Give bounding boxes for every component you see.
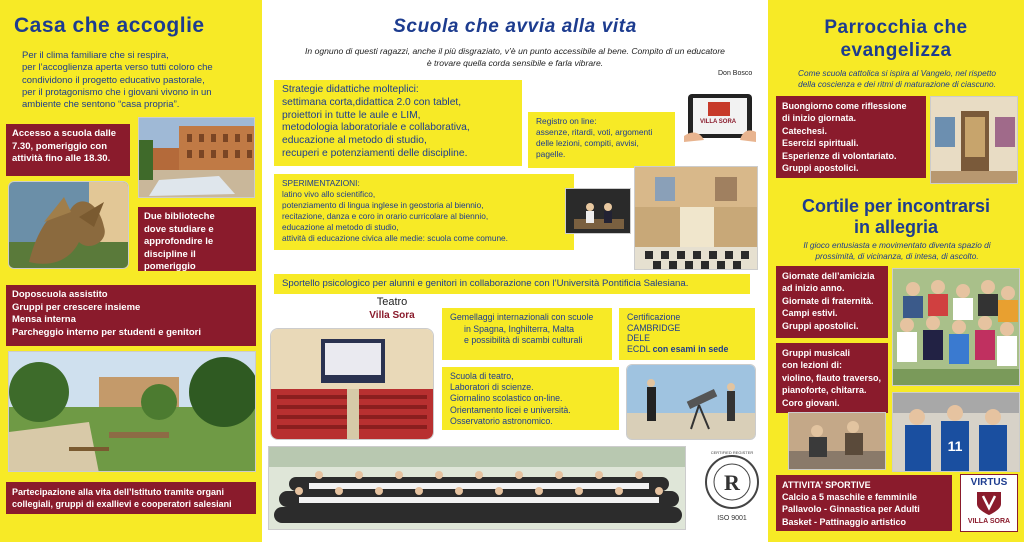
- svg-text:R: R: [724, 470, 740, 495]
- courtyard-intro: Il gioco entusiasta e movimentato diventa spazio di prossimità, di vicinanza, di intesa, di ascolto.: [803, 240, 991, 261]
- right-title: Parrocchia che evangelizza: [824, 17, 968, 61]
- game-photo: [788, 412, 886, 470]
- virtus-logo: [960, 474, 1018, 532]
- virtus-logo-top: VIRTUS: [970, 477, 1008, 488]
- group-photo: [268, 446, 686, 530]
- services-box: Doposcuola assistito Gruppi per crescere insieme Mensa interna Parcheggio interno per studenti e genitori: [6, 285, 256, 346]
- performance-photo: [565, 188, 631, 234]
- good-morning-box: Buongiorno come riflessione di inizio giornata. Catechesi. Esercizi spirituali. Esperienze di volontariato. Gruppi apostolici.: [776, 96, 926, 178]
- volleyball-photo: [892, 392, 1020, 472]
- center-panel: [262, 0, 768, 542]
- telescope-photo: [626, 364, 756, 440]
- left-panel: [0, 0, 262, 542]
- music-box: Gruppi musicali con lezioni di: violino, flauto traverso, pianoforte, chitarra. Coro giovani.: [776, 343, 888, 413]
- frescoed-hall-photo: [634, 166, 758, 270]
- center-title: Scuola che avvia alla vita: [393, 16, 637, 37]
- building-courtyard-photo: [138, 117, 255, 198]
- left-intro: Per il clima familiare che si respira, per l’accoglienza aperta verso tutti coloro che condividono il progetto educativo pastorale, per il protagonismo che i giovani vivono in un ambiente che sentono “casa propria”.: [22, 50, 213, 111]
- twinning-box: Gemellaggi internazionali con scuole in Spagna, Inghilterra, Malta e possibilità di scambi culturali: [442, 308, 612, 360]
- registry-box: Registro on line: assenze, ritardi, voti, argomenti delle lezioni, compiti, avvisi, pagelle.: [528, 112, 675, 168]
- iso-ring-text: CERTIFIED REGISTER: [710, 450, 754, 455]
- activities-box: Scuola di teatro, Laboratori di scienze. Giornalino scolastico on-line. Orientamento licei e università. Osservatorio astronomico.: [442, 367, 619, 430]
- iso-label: ISO 9001: [717, 515, 747, 522]
- participation-box: Partecipazione alla vita dell’Istituto tramite organi collegiali, gruppi di exallievi e cooperatori salesiani: [6, 482, 256, 514]
- right-intro: Come scuola cattolica si ispira al Vangelo, nel rispetto della coscienza e dei ritmi di maturazione di ciascuno.: [798, 68, 996, 89]
- quote-author: Don Bosco: [718, 70, 753, 77]
- park-photo: [8, 351, 256, 472]
- theatre-title: Teatro: [376, 296, 408, 308]
- sculpture-photo: [8, 181, 129, 269]
- shield-icon: [975, 490, 1003, 516]
- svg-text:11: 11: [947, 438, 963, 454]
- chapel-photo: [930, 96, 1018, 184]
- tablet-logo: VILLA SORA: [700, 119, 737, 125]
- tablet-icon: [684, 92, 756, 142]
- certification-box: Certificazione CAMBRIDGE DELE ECDL con esami in sede: [619, 308, 755, 360]
- experiments-box: SPERIMENTAZIONI: latino vivo allo scientifico, potenziamento di lingua inglese in geostoria al biennio, recitazione, danza e coro in orario curricolare al biennio, educazione al metodo di studio, attività di educazione civica alle medie: scuola come comune.: [274, 174, 574, 250]
- left-title: Casa che accoglie: [14, 14, 205, 37]
- virtus-logo-bottom: VILLA SORA: [967, 518, 1011, 525]
- access-box: Accesso a scuola dalle 7.30, pomeriggio con attività fino alle 18.30.: [6, 124, 130, 176]
- courtyard-title: Cortile per incontrarsi in allegria: [801, 196, 991, 237]
- students-photo: [892, 268, 1020, 386]
- libraries-box: Due biblioteche dove studiare e approfondire le discipline il pomeriggio: [138, 207, 256, 271]
- friendship-box: Giornate dell’amicizia ad inizio anno. Giornate di fraternità. Campi estivi. Gruppi apostolici.: [776, 266, 888, 338]
- counseling-box: Sportello psicologico per alunni e genitori in collaborazione con l’Università Pontificia Salesiana.: [274, 274, 750, 294]
- theatre-photo: [270, 328, 434, 440]
- iso-certification-logo: [704, 452, 760, 532]
- don-bosco-quote: In ognuno di questi ragazzi, anche il più disgraziato, v’è un punto accessibile al bene. Compito di un educatore è trovare quella corda sensibile e farla vibrare.: [305, 46, 725, 68]
- strategies-box: Strategie didattiche molteplici: settimana corta,didattica 2.0 con tablet, proiettori in tutte le aule e LIM, metodologia laboratoriale e collaborativa, educazione al metodo di studio, recuperi e potenziamenti delle discipline.: [274, 80, 522, 166]
- right-panel: [768, 0, 1024, 542]
- sports-box: ATTIVITA’ SPORTIVE Calcio a 5 maschile e femminile Pallavolo - Ginnastica per Adulti Basket - Pattinaggio artistico: [776, 475, 952, 531]
- theatre-logo: Villa Sora: [369, 310, 415, 321]
